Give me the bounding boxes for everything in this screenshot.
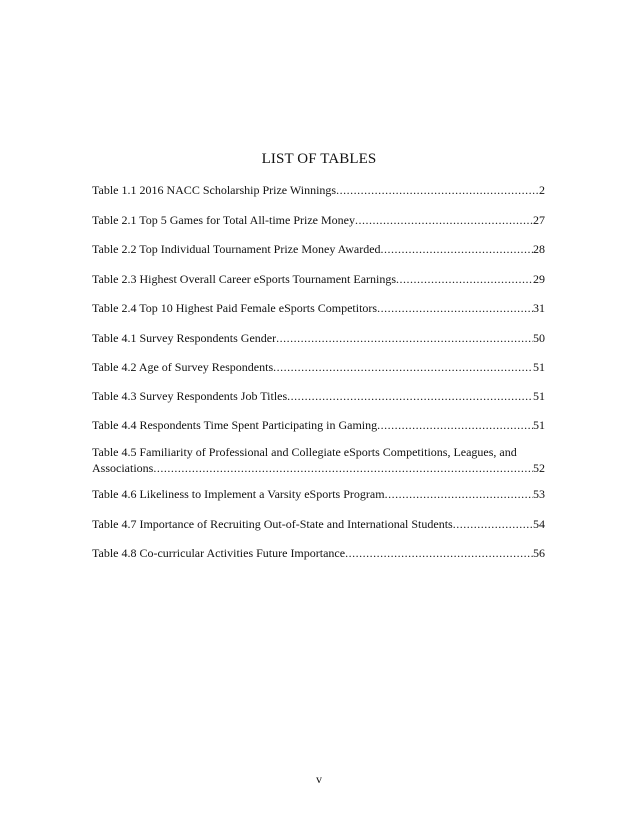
dot-leader: [377, 300, 533, 316]
toc-entry-table-2-4[interactable]: [92, 300, 545, 316]
toc-entry-label: Table 4.7 Importance of Recruiting Out-of-State and International Students: [92, 517, 453, 531]
dot-leader: [273, 359, 533, 375]
toc-entry-label: Table 4.8 Co-curricular Activities Future Importance: [92, 546, 346, 560]
dot-leader: [396, 271, 533, 287]
toc-entry-label-continued: Associations: [92, 461, 154, 475]
toc-entry-table-4-3[interactable]: [92, 388, 545, 404]
page-number: v: [316, 772, 322, 786]
toc-entry-label: Table 4.3 Survey Respondents Job Titles: [92, 389, 288, 403]
toc-entry-page: 29: [533, 272, 545, 286]
toc-entry-label: Table 4.4 Respondents Time Spent Participating in Gaming: [92, 418, 378, 432]
toc-entry-page: 2: [539, 183, 545, 197]
toc-entry-table-4-2[interactable]: [92, 359, 545, 375]
dot-leader: [385, 486, 533, 502]
toc-entry-page: 54: [533, 517, 545, 531]
dot-leader: [345, 545, 533, 561]
toc-entry-table-4-7[interactable]: [92, 516, 545, 532]
toc-entry-page: 31: [533, 301, 545, 315]
toc-entry-page: 51: [533, 418, 545, 432]
dot-leader: [355, 212, 533, 228]
toc-entry-page: 27: [533, 213, 545, 227]
toc-entry-page: 51: [533, 360, 545, 374]
toc-entry-table-4-1[interactable]: [92, 330, 545, 346]
toc-entry-page: 51: [533, 389, 545, 403]
dot-leader: [276, 330, 533, 346]
toc-entry-label: Table 4.2 Age of Survey Respondents: [92, 360, 274, 374]
toc-entry-table-4-5[interactable]: [92, 444, 545, 476]
dot-leader: [377, 417, 533, 433]
toc-entry-page: 53: [533, 487, 545, 501]
toc-entry-page: 52: [533, 461, 545, 475]
toc-entry-label: Table 2.3 Highest Overall Career eSports Tournament Earnings: [92, 272, 397, 286]
toc-entry-table-2-3[interactable]: [92, 271, 545, 287]
dot-leader: [336, 182, 539, 198]
dot-leader: [287, 388, 533, 404]
dot-leader: [153, 460, 533, 476]
toc-entry-label: Table 4.5 Familiarity of Professional and Collegiate eSports Competitions, Leagues, and: [92, 445, 517, 459]
page-title: LIST OF TABLES: [261, 151, 377, 167]
toc-entry-table-4-8[interactable]: [92, 545, 545, 561]
toc-entry-table-1-1[interactable]: [92, 182, 545, 198]
toc-entry-label: Table 4.1 Survey Respondents Gender: [92, 331, 277, 345]
toc-entry-label: Table 2.2 Top Individual Tournament Prize Money Awarded: [92, 242, 381, 256]
toc-entry-table-4-6[interactable]: [92, 486, 545, 502]
toc-entry-label: Table 1.1 2016 NACC Scholarship Prize Winnings: [92, 183, 337, 197]
toc-entry-table-2-2[interactable]: [92, 241, 545, 257]
toc-entry-label: Table 2.1 Top 5 Games for Total All-time Prize Money: [92, 213, 355, 227]
dot-leader: [381, 241, 533, 257]
toc-entry-label: Table 4.6 Likeliness to Implement a Varsity eSports Program: [92, 487, 385, 501]
toc-entry-table-4-4[interactable]: [92, 417, 545, 433]
dot-leader: [453, 516, 533, 532]
toc-entry-page: 50: [533, 331, 545, 345]
toc-entry-page: 56: [533, 546, 545, 560]
toc-entry-page: 28: [533, 242, 545, 256]
toc-entry-table-2-1[interactable]: [92, 212, 545, 228]
toc-entry-label: Table 2.4 Top 10 Highest Paid Female eSports Competitors: [92, 301, 378, 315]
